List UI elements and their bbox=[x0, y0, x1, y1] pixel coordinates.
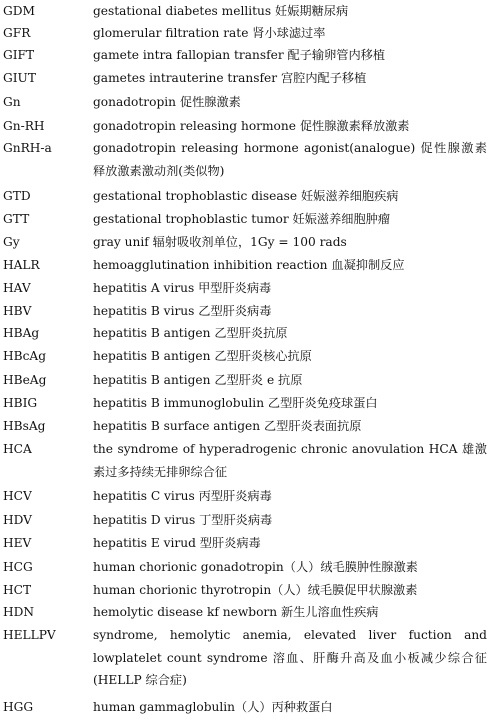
entry-definition: hemoagglutination inhibition reaction 血凝抑制反应 bbox=[93, 258, 405, 272]
entry-definition: hepatitis D virus 丁型肝炎病毒 bbox=[93, 513, 273, 527]
entry-definition: hepatitis B immunoglobulin 乙型肝炎免疫球蛋白 bbox=[93, 396, 378, 410]
entry-definition: gonadotropin releasing hormone 促性腺激素释放激素 bbox=[93, 119, 410, 133]
entry-definition: gestational trophoblastic tumor 妊娠滋养细胞肿瘤 bbox=[93, 212, 391, 226]
entry-definition: gametes intrauterine transfer 宫腔内配子移植 bbox=[93, 71, 367, 85]
entry-definition: hepatitis B antigen 乙型肝炎 e 抗原 bbox=[93, 373, 303, 387]
entry-definition: hepatitis E virud 型肝炎病毒 bbox=[93, 536, 261, 550]
entry-definition: gray unif 辐射吸收剂单位，1Gy = 100 rads bbox=[93, 235, 347, 249]
entry-definition: hepatitis C virus 丙型肝炎病毒 bbox=[93, 489, 272, 503]
entry-abbreviation: Gn-RH bbox=[3, 119, 45, 133]
entry-definition: gamete intra fallopian transfer 配子输卵管内移植 bbox=[93, 48, 386, 62]
entry-abbreviation: HDV bbox=[3, 513, 32, 527]
entry-abbreviation: HBeAg bbox=[3, 373, 47, 387]
entry-abbreviation: HCA bbox=[3, 442, 32, 456]
entry-definition: glomerular filtration rate 肾小球滤过率 bbox=[93, 26, 326, 40]
entry-definition: gonadotropin 促性腺激素 bbox=[93, 95, 241, 109]
entry-definition: human gammaglobulin（人）丙种救蛋白 bbox=[93, 700, 333, 714]
entry-abbreviation: HEV bbox=[3, 536, 32, 550]
entry-abbreviation: GIUT bbox=[3, 71, 36, 85]
entry-abbreviation: GIFT bbox=[3, 48, 35, 62]
entry-abbreviation: Gy bbox=[3, 235, 20, 249]
entry-abbreviation: HGG bbox=[3, 700, 34, 714]
entry-definition: hemolytic disease kf newborn 新生儿溶血性疾病 bbox=[93, 605, 379, 619]
entry-definition: gonadotropin releasing hormone agonist(analogue) 促性腺激素释放激素激动剂(类似物) bbox=[93, 141, 487, 178]
entry-abbreviation: HDN bbox=[3, 605, 35, 619]
entry-definition: syndrome, hemolytic anemia, elevated liver fuction and lowplatelet count syndrome 溶血、肝酶升高及血小板减少综合征(HELLP 综合症) bbox=[93, 628, 487, 688]
entry-abbreviation: HCG bbox=[3, 560, 33, 574]
entry-abbreviation: HBcAg bbox=[3, 349, 47, 363]
entry-abbreviation: GnRH-a bbox=[3, 141, 52, 155]
entry-definition: hepatitis B virus 乙型肝炎病毒 bbox=[93, 304, 272, 318]
entry-abbreviation: GDM bbox=[3, 4, 35, 18]
entry-abbreviation: Gn bbox=[3, 95, 21, 109]
entry-abbreviation: HAV bbox=[3, 281, 31, 295]
entry-definition: gestational diabetes mellitus 妊娠期糖尿病 bbox=[93, 4, 349, 18]
entry-abbreviation: GTT bbox=[3, 212, 30, 226]
entry-abbreviation: HBsAg bbox=[3, 419, 46, 433]
entry-definition: gestational trophoblastic disease 妊娠滋养细胞疾病 bbox=[93, 189, 399, 203]
entry-abbreviation: HBV bbox=[3, 304, 32, 318]
entry-definition: hepatitis B antigen 乙型肝炎核心抗原 bbox=[93, 349, 312, 363]
entry-definition: hepatitis A virus 甲型肝炎病毒 bbox=[93, 281, 272, 295]
entry-definition: hepatitis B surface antigen 乙型肝炎表面抗原 bbox=[93, 419, 362, 433]
entry-definition: human chorionic gonadotropin（人）绒毛膜肿性腺激素 bbox=[93, 560, 418, 574]
entry-abbreviation: GFR bbox=[3, 26, 31, 40]
entry-abbreviation: HCT bbox=[3, 583, 32, 597]
entry-abbreviation: HBIG bbox=[3, 396, 38, 410]
entry-definition: the syndrome of hyperadrogenic chronic anovulation HCA 雄激素过多持续无排卵综合征 bbox=[93, 442, 487, 479]
entry-abbreviation: HALR bbox=[3, 258, 40, 272]
entry-abbreviation: HELLPV bbox=[3, 628, 56, 642]
entry-definition: hepatitis B antigen 乙型肝炎抗原 bbox=[93, 326, 288, 340]
entry-abbreviation: GTD bbox=[3, 189, 31, 203]
entry-abbreviation: HCV bbox=[3, 489, 32, 503]
entry-abbreviation: HBAg bbox=[3, 326, 40, 340]
entry-definition: human chorionic thyrotropin（人）绒毛膜促甲状腺激素 bbox=[93, 583, 418, 597]
